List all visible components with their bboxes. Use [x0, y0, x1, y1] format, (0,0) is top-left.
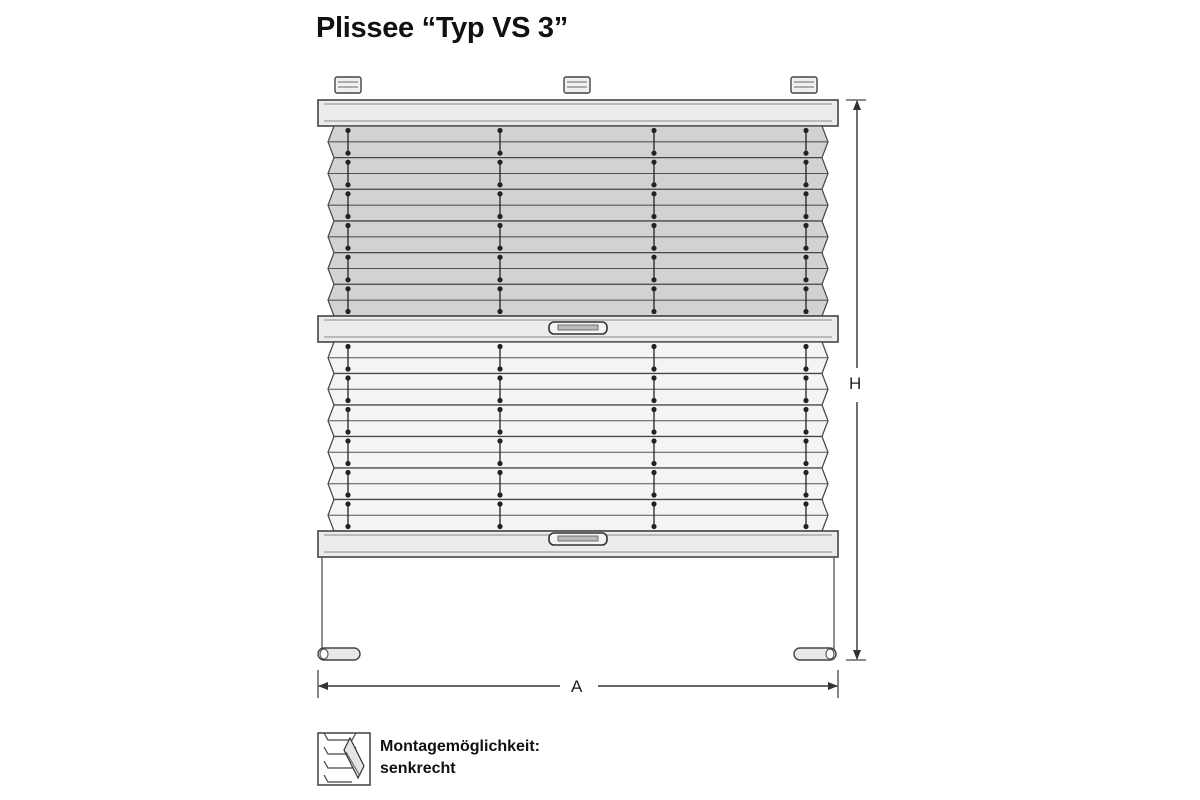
left-bottom-holder	[318, 648, 360, 660]
top-rail	[318, 100, 838, 126]
mounting-bracket	[335, 77, 361, 93]
mounting-bracket	[791, 77, 817, 93]
mounting-legend-value: senkrecht	[380, 760, 456, 777]
height-label: H	[849, 374, 862, 393]
fabric-pleat	[328, 405, 828, 437]
fabric-pleat	[328, 468, 828, 500]
mounting-legend	[380, 736, 540, 780]
fabric-pleat	[328, 189, 828, 221]
lower-fabric	[328, 342, 828, 531]
mounting-legend-heading: Montagemöglichkeit:	[380, 738, 541, 755]
fabric-pleat	[328, 126, 828, 158]
right-bottom-holder	[794, 648, 836, 660]
middle-rail-handle	[549, 322, 607, 334]
fabric-pleat	[328, 253, 828, 285]
upper-fabric	[328, 126, 828, 316]
fabric-pleat	[328, 158, 828, 190]
fabric-pleat	[328, 284, 828, 316]
mounting-bracket	[564, 77, 590, 93]
width-label: A	[571, 677, 583, 696]
fabric-pleat	[328, 221, 828, 253]
fabric-pleat	[328, 374, 828, 406]
fabric-pleat	[328, 500, 828, 532]
bottom-rail-handle	[549, 533, 607, 545]
fabric-pleat	[328, 437, 828, 469]
vertical-mounting-icon	[318, 733, 370, 785]
diagram-title: Plissee “Typ VS 3”	[316, 12, 568, 44]
mounting-brackets	[335, 77, 817, 93]
fabric-pleat	[328, 342, 828, 374]
